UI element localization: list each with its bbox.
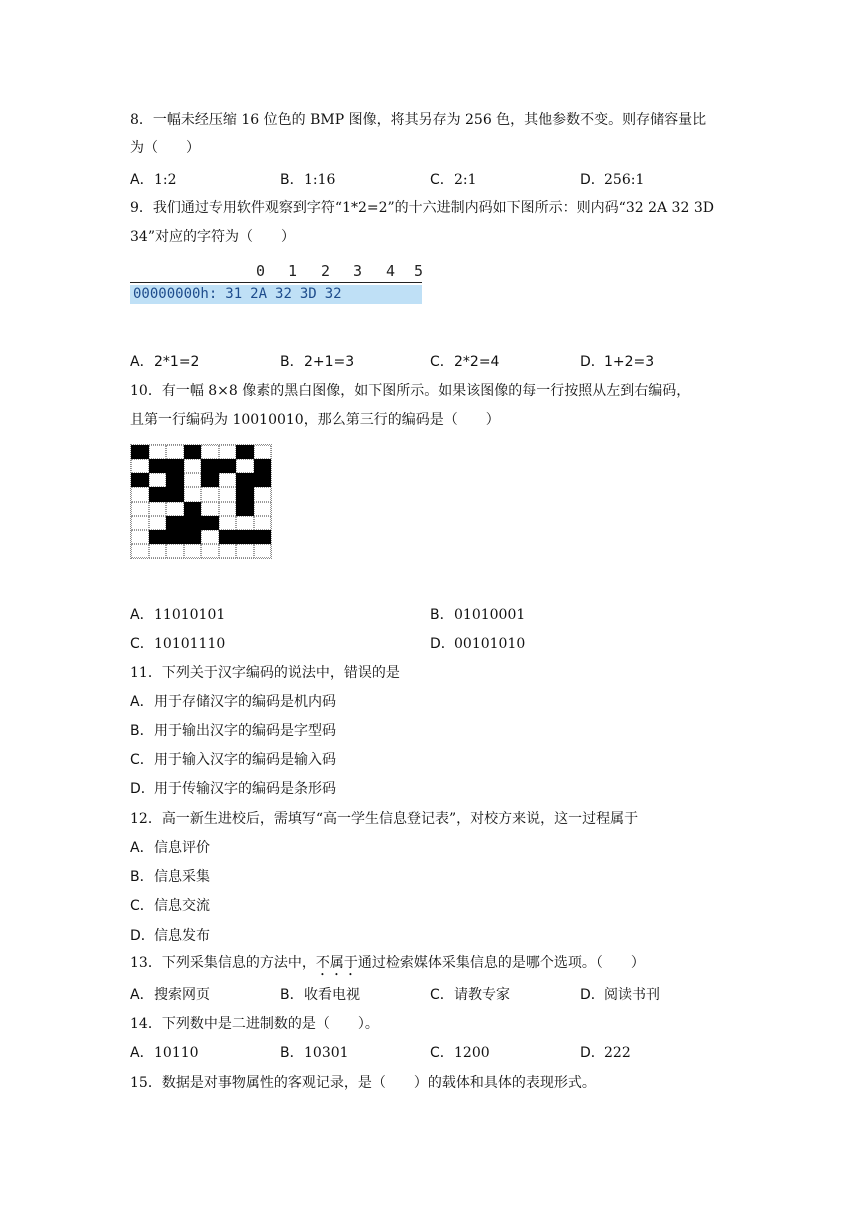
pixel-cell (254, 459, 272, 473)
q13-option-c: C．请教专家 (430, 987, 510, 1003)
q11-stem: 11．下列关于汉字编码的说法中，错误的是 (130, 665, 400, 681)
q9-option-b: B．2+1=3 (280, 354, 355, 370)
q15-stem: 15．数据是对事物属性的客观记录，是（ ）的载体和具体的表现形式。 (130, 1075, 596, 1091)
pixel-cell (254, 530, 272, 544)
pixel-cell (219, 502, 237, 516)
pixel-cell (236, 544, 254, 558)
pixel-cell (149, 502, 167, 516)
q14-stem: 14．下列数中是二进制数的是（ ）。 (130, 1016, 379, 1032)
q10-option-c: C．10101110 (130, 636, 226, 652)
q9-option-d: D．1+2=3 (580, 354, 655, 370)
pixel-cell (149, 544, 167, 558)
hex-byte: 32 (324, 286, 342, 302)
q11-option-b: B．用于输出汉字的编码是字型码 (130, 723, 336, 739)
pixel-cell (219, 544, 237, 558)
q8-stem-line1: 8．一幅未经压缩 16 位色的 BMP 图像，将其另存为 256 色，其他参数不变。则存储容量比 (130, 112, 707, 128)
pixel-cell (149, 530, 167, 544)
q8-stem-line2: 为（ ） (130, 140, 200, 156)
pixel-cell (254, 502, 272, 516)
q13-option-a: A．搜索网页 (130, 987, 210, 1003)
pixel-grid-figure (130, 444, 272, 559)
pixel-cell (166, 487, 184, 501)
pixel-cell (236, 516, 254, 530)
q8-option-a: A．1:2 (130, 172, 177, 188)
pixel-cell (219, 487, 237, 501)
pixel-cell (184, 502, 202, 516)
pixel-cell (184, 445, 202, 459)
pixel-cell (131, 487, 149, 501)
pixel-cell (236, 487, 254, 501)
q8-option-b: B．1:16 (280, 172, 336, 188)
q9-option-a: A．2*1=2 (130, 354, 200, 370)
pixel-cell (166, 473, 184, 487)
q14-option-c: C．1200 (430, 1045, 490, 1061)
q12-option-d: D．信息发布 (130, 928, 210, 944)
hex-byte: 2A (250, 286, 268, 302)
pixel-cell (131, 502, 149, 516)
hex-col-0: 0 (256, 262, 266, 280)
q12-option-c: C．信息交流 (130, 898, 210, 914)
pixel-cell (201, 445, 219, 459)
q14-option-b: B．10301 (280, 1045, 349, 1061)
q12-stem: 12．高一新生进校后，需填写“高一学生信息登记表”，对校方来说，这一过程属于 (130, 811, 639, 827)
pixel-cell (131, 530, 149, 544)
q10-stem-line1: 10．有一幅 8×8 像素的黑白图像，如下图所示。如果该图像的每一行按照从左到右编码， (130, 383, 691, 399)
pixel-cell (131, 473, 149, 487)
pixel-cell (236, 502, 254, 516)
q13-option-b: B．收看电视 (280, 987, 360, 1003)
q10-option-b: B．01010001 (430, 607, 526, 623)
q10-stem-line2: 且第一行编码为 10010010，那么第三行的编码是（ ） (130, 412, 500, 428)
pixel-cell (149, 516, 167, 530)
q10-option-d: D．00101010 (430, 636, 526, 652)
pixel-cell (201, 473, 219, 487)
hex-byte: 31 (225, 286, 243, 302)
q14-option-d: D．222 (580, 1045, 631, 1061)
pixel-cell (149, 459, 167, 473)
pixel-cell (219, 445, 237, 459)
pixel-cell (166, 544, 184, 558)
pixel-cell (254, 445, 272, 459)
q11-option-c: C．用于输入汉字的编码是输入码 (130, 752, 336, 768)
q11-option-a: A．用于存储汉字的编码是机内码 (130, 694, 336, 710)
pixel-cell (254, 487, 272, 501)
pixel-cell (184, 530, 202, 544)
hex-byte: 3D (299, 286, 317, 302)
pixel-cell (201, 487, 219, 501)
pixel-cell (166, 530, 184, 544)
pixel-cell (184, 516, 202, 530)
pixel-cell (201, 530, 219, 544)
pixel-cell (166, 459, 184, 473)
pixel-cell (131, 516, 149, 530)
hex-col-5: 5 (414, 262, 424, 280)
hex-col-3: 3 (353, 262, 363, 280)
hex-column-header (130, 262, 422, 283)
q13-stem: 13．下列采集信息的方法中，不属于通过检索媒体采集信息的是哪个选项。（ ） (130, 955, 645, 971)
pixel-cell (201, 459, 219, 473)
pixel-cell (201, 516, 219, 530)
pixel-cell (131, 544, 149, 558)
hex-col-4: 4 (386, 262, 396, 280)
q12-option-b: B．信息采集 (130, 869, 210, 885)
pixel-cell (219, 459, 237, 473)
hex-byte: 32 (275, 286, 292, 302)
hex-col-1: 1 (288, 262, 298, 280)
q10-option-a: A．11010101 (130, 607, 226, 623)
pixel-cell (254, 516, 272, 530)
q13-option-d: D．阅读书刊 (580, 987, 660, 1003)
pixel-cell (184, 544, 202, 558)
pixel-cell (149, 487, 167, 501)
hex-col-2: 2 (321, 262, 331, 280)
pixel-cell (236, 445, 254, 459)
q9-option-c: C．2*2=4 (430, 354, 500, 370)
pixel-cell (149, 473, 167, 487)
pixel-cell (201, 502, 219, 516)
pixel-cell (166, 445, 184, 459)
pixel-cell (236, 473, 254, 487)
q12-option-a: A．信息评价 (130, 840, 210, 856)
pixel-cell (201, 544, 219, 558)
q8-option-d: D．256:1 (580, 172, 645, 188)
pixel-cell (236, 459, 254, 473)
pixel-cell (166, 502, 184, 516)
hex-address: 00000000h: (133, 286, 218, 302)
pixel-cell (236, 530, 254, 544)
q9-stem-line2: 34”对应的字符为（ ） (130, 229, 295, 245)
pixel-cell (219, 516, 237, 530)
pixel-cell (166, 516, 184, 530)
pixel-cell (219, 530, 237, 544)
pixel-cell (184, 473, 202, 487)
q9-stem-line1: 9．我们通过专用软件观察到字符“1*2=2”的十六进制内码如下图所示：则内码“32 2A 32 3D (130, 200, 714, 216)
pixel-cell (184, 487, 202, 501)
pixel-cell (254, 544, 272, 558)
pixel-cell (149, 445, 167, 459)
pixel-cell (184, 459, 202, 473)
q11-option-d: D．用于传输汉字的编码是条形码 (130, 781, 336, 797)
q14-option-a: A．10110 (130, 1045, 199, 1061)
pixel-cell (131, 445, 149, 459)
hex-data-row (130, 285, 422, 304)
pixel-cell (219, 473, 237, 487)
pixel-cell (254, 473, 272, 487)
emphasis-text: 不属于 (315, 955, 358, 971)
hex-viewer-figure (130, 262, 422, 304)
pixel-cell (131, 459, 149, 473)
q8-option-c: C．2:1 (430, 172, 477, 188)
